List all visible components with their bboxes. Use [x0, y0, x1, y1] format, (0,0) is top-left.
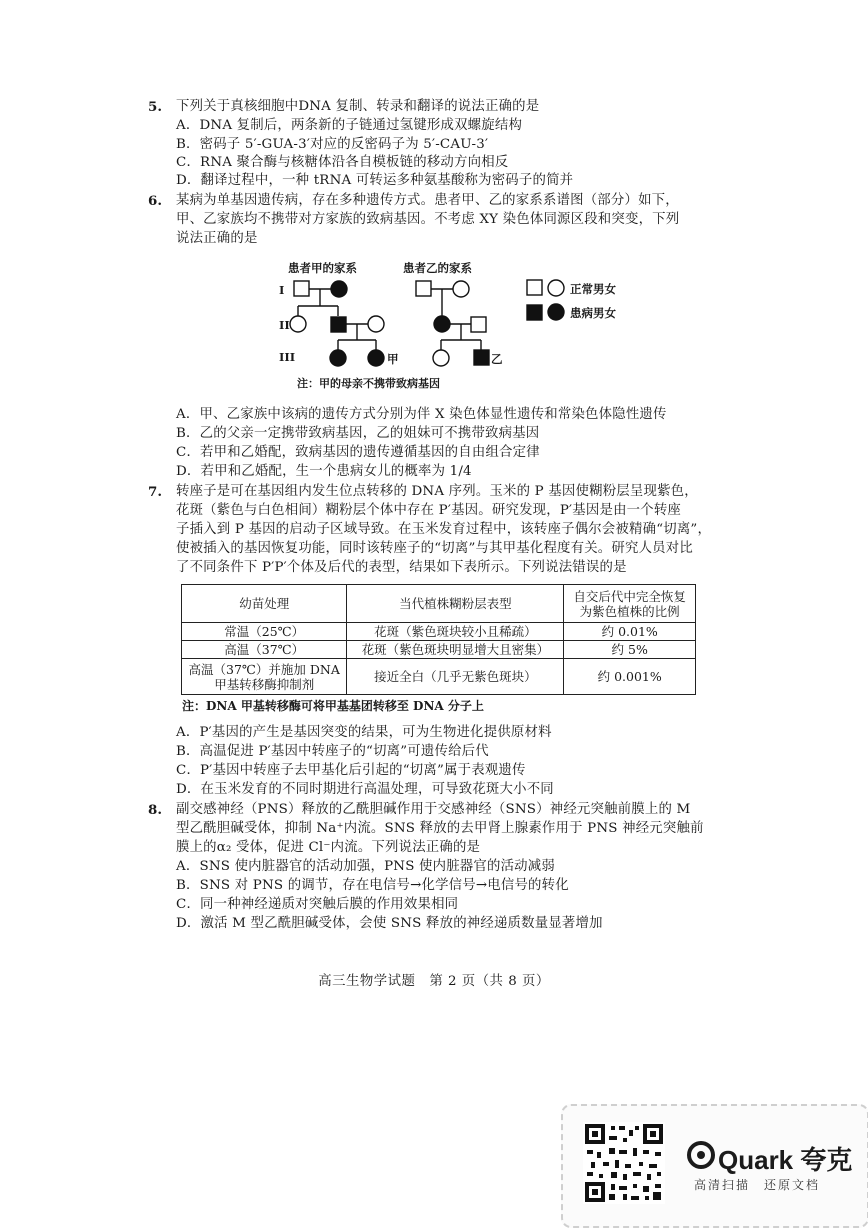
male-normal-symbol	[294, 281, 309, 296]
option-b: B．SNS 对 PNS 的调节，存在电信号→化学信号→电信号的转化	[176, 878, 569, 893]
table-cell: 约 0.001%	[564, 659, 696, 695]
table-cell: 高温（37℃）	[182, 641, 347, 659]
male-normal-symbol	[416, 281, 431, 296]
proband-a-label: 甲	[387, 352, 399, 366]
results-table	[181, 584, 696, 695]
family-b-title: 患者乙的家系	[403, 261, 472, 275]
page-footer: 高三生物学试题 第 2 页（共 8 页）	[318, 974, 550, 989]
option-d: D．激活 M 型乙酰胆碱受体，会使 SNS 释放的神经递质数量显著增加	[176, 916, 603, 931]
question-number: 8.	[148, 802, 162, 818]
table-cell-line: 甲基转移酶抑制剂	[214, 676, 315, 692]
pedigree-note: 注：甲的母亲不携带致病基因	[297, 377, 440, 390]
question-stem-line: 某病为单基因遗传病，存在多种遗传方式。患者甲、乙的家系系谱图（部分）如下，	[176, 193, 679, 208]
option-a: A．P′基因的产生是基因突变的结果，可为生物进化提供原材料	[176, 725, 552, 740]
female-normal-symbol	[290, 316, 306, 332]
table-row	[182, 641, 696, 659]
option-d: D．在玉米发育的不同时期进行高温处理，可导致花斑大小不同	[176, 782, 554, 797]
option-a: A．DNA 复制后，两条新的子链通过氢键形成双螺旋结构	[176, 118, 523, 133]
question-stem-line: 转座子是可在基因组内发生位点转移的 DNA 序列。玉米的 P 基因使糊粉层呈现紫色，	[176, 484, 698, 499]
table-header-line: 自交后代中完全恢复	[573, 588, 686, 604]
male-affected-symbol	[474, 350, 489, 365]
table-cell	[182, 659, 347, 695]
question-stem-line: 型乙酰胆碱受体，抑制 Na⁺内流。SNS 释放的去甲肾上腺素作用于 PNS 神经元突触前	[176, 821, 704, 836]
option-c: C．同一种神经递质对突触后膜的作用效果相同	[176, 897, 459, 912]
female-affected-symbol	[434, 316, 450, 332]
option-a: A．SNS 使内脏器官的活动加强，PNS 使内脏器官的活动减弱	[176, 859, 555, 874]
table-header-cell	[564, 585, 696, 623]
proband-b-label: 乙	[491, 352, 503, 366]
question-number: 5.	[148, 99, 162, 115]
option-c: C．P′基因中转座子去甲基化后引起的“切离”属于表观遗传	[176, 763, 526, 778]
female-normal-symbol	[433, 350, 449, 366]
option-c: C．RNA 聚合酶与核糖体沿各自模板链的移动方向相反	[176, 155, 509, 170]
option-d: D．翻译过程中，一种 tRNA 可转运多种氨基酸称为密码子的简并	[176, 173, 574, 188]
qr-code-icon	[583, 1122, 665, 1204]
table-note: 注：DNA 甲基转移酶可将甲基基团转移至 DNA 分子上	[182, 699, 484, 713]
female-affected-symbol	[331, 281, 347, 297]
table-cell: 约 5%	[564, 641, 696, 659]
table-row	[182, 623, 696, 641]
table-header-cell: 幼苗处理	[182, 585, 347, 623]
question-stem-line: 副交感神经（PNS）释放的乙酰胆碱作用于交感神经（SNS）神经元突触前膜上的 M	[176, 802, 691, 817]
female-affected-symbol	[368, 350, 384, 366]
question-stem-line: 甲、乙家族均不携带对方家族的致病基因。不考虑 XY 染色体同源区段和突变，下列	[176, 212, 680, 227]
table-cell: 约 0.01%	[564, 623, 696, 641]
female-normal-symbol	[453, 281, 469, 297]
family-a-title: 患者甲的家系	[288, 261, 357, 275]
option-c: C．若甲和乙婚配，致病基因的遗传遵循基因的自由组合定律	[176, 445, 540, 460]
legend-normal-label: 正常男女	[570, 282, 616, 296]
table-row	[182, 659, 696, 695]
question-number: 7.	[148, 484, 162, 500]
option-b: B．密码子 5′-GUA-3′对应的反密码子为 5′-CAU-3′	[176, 137, 489, 152]
question-stem-line: 了不同条件下 P′P′个体及后代的表型，结果如下表所示。下列说法错误的是	[176, 560, 627, 575]
male-affected-symbol	[331, 317, 346, 332]
question-stem-line: 膜上的α₂ 受体，促进 Cl⁻内流。下列说法正确的是	[176, 840, 481, 855]
option-b: B．乙的父亲一定携带致病基因，乙的姐妹可不携带致病基因	[176, 426, 540, 441]
table-cell: 接近全白（几乎无紫色斑块）	[347, 659, 564, 695]
option-d: D．若甲和乙婚配，生一个患病女儿的概率为 1/4	[176, 464, 472, 479]
quark-logo-icon	[687, 1141, 715, 1169]
generation-label: II	[279, 318, 290, 332]
legend-male-normal	[527, 280, 542, 295]
question-number: 6.	[148, 193, 162, 209]
option-a: A．甲、乙家族中该病的遗传方式分别为伴 X 染色体显性遗传和常染色体隐性遗传	[176, 407, 667, 422]
table-cell-line: 高温（37℃）并施加 DNA	[188, 661, 340, 677]
table-header-cell: 当代植株糊粉层表型	[347, 585, 564, 623]
quark-brand: Quark 夸克	[718, 1145, 853, 1175]
quark-tagline: 高清扫描 还原文档	[694, 1178, 821, 1192]
question-stem-line: 使被插入的基因恢复功能，同时该转座子的“切离”与其甲基化程度有关。研究人员对比	[176, 541, 693, 556]
female-normal-symbol	[368, 316, 384, 332]
pedigree-chart	[0, 0, 868, 400]
generation-label: I	[279, 283, 285, 297]
option-b: B．高温促进 P′基因中转座子的“切离”可遗传给后代	[176, 744, 489, 759]
legend-male-affected	[527, 305, 542, 320]
question-stem-line: 子插入到 P 基因的启动子区域导致。在玉米发育过程中，该转座子偶尔会被精确“切离”，	[176, 522, 712, 537]
male-normal-symbol	[471, 317, 486, 332]
legend-female-affected	[548, 304, 564, 320]
table-cell: 常温（25℃）	[182, 623, 347, 641]
legend-female-normal	[548, 280, 564, 296]
question-stem: 下列关于真核细胞中DNA 复制、转录和翻译的说法正确的是	[176, 99, 540, 114]
table-header-row	[182, 585, 696, 623]
generation-label: III	[279, 350, 296, 364]
table-cell: 花斑（紫色斑块较小且稀疏）	[347, 623, 564, 641]
question-stem-line: 说法正确的是	[176, 231, 258, 246]
question-stem-line: 花斑（紫色与白色相间）糊粉层个体中存在 P′基因。研究发现，P′基因是由一个转座	[176, 503, 682, 518]
female-affected-symbol	[330, 350, 346, 366]
legend-affected-label: 患病男女	[570, 306, 616, 320]
table-cell: 花斑（紫色斑块明显增大且密集）	[347, 641, 564, 659]
table-header-line: 为紫色植株的比例	[579, 603, 680, 619]
